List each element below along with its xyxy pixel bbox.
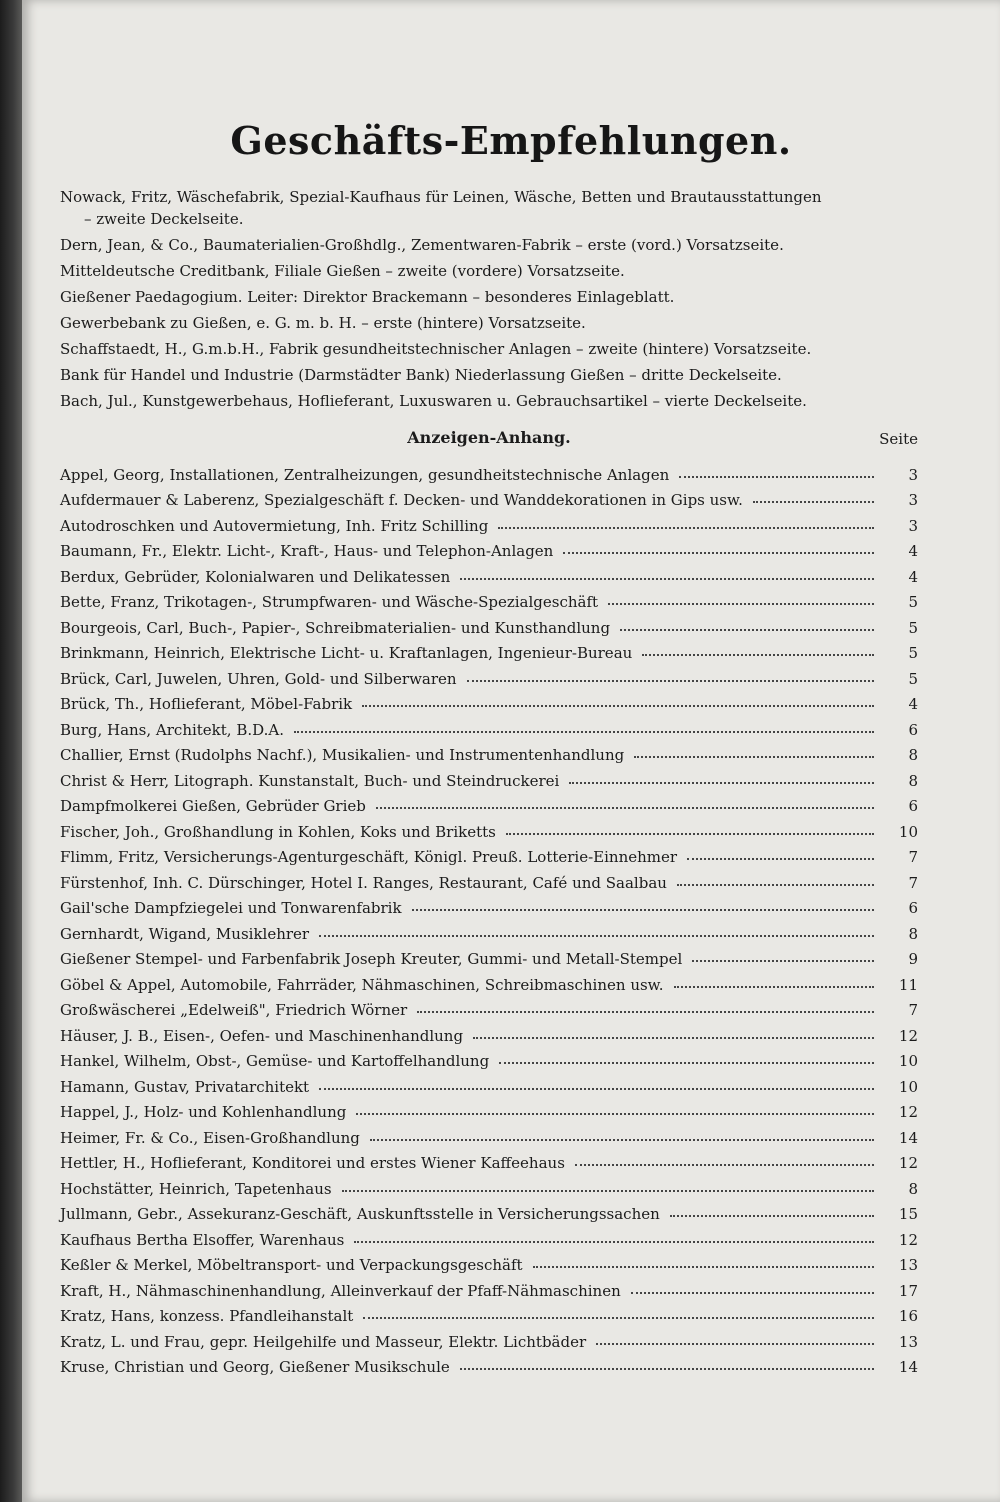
annex-entry <box>60 1223 918 1249</box>
entry-name: Kraft, H., Nähmaschinenhandlung, Alleinverkauf der Pfaff-Nähmaschinen <box>60 1281 621 1300</box>
entry-name: Autodroschken und Autovermietung, Inh. Fritz Schilling <box>60 516 489 535</box>
leader-dots <box>356 1113 874 1115</box>
recommendation-entry <box>60 260 938 282</box>
recommendation-text: Bach, Jul., Kunstgewerbehaus, Hoflieferant, Luxuswaren u. Gebrauchsartikel – vierte Deckelseite. <box>60 392 807 410</box>
page-title: Geschäfts-Empfehlungen. <box>230 118 792 163</box>
entry-name: Kratz, L. und Frau, gepr. Heilgehilfe und Masseur, Elektr. Lichtbäder <box>60 1332 587 1351</box>
entry-name: Christ & Herr, Litograph. Kunstanstalt, Buch- und Steindruckerei <box>60 771 560 790</box>
annex-entry <box>60 484 918 510</box>
entry-page: 11 <box>898 975 918 994</box>
leader-dots <box>634 756 874 758</box>
annex-entry <box>60 892 918 918</box>
annex-heading: Anzeigen-Anhang. <box>407 428 571 447</box>
entry-page: 12 <box>898 1103 918 1121</box>
entry-page: 5 <box>908 644 918 662</box>
recommendation-entry <box>60 186 938 230</box>
leader-dots <box>631 1292 874 1294</box>
entry-page: 3 <box>908 491 918 509</box>
entry-name: Hochstätter, Heinrich, Tapetenhaus <box>60 1179 332 1198</box>
leader-dots <box>354 1241 874 1243</box>
entry-page: 13 <box>898 1256 918 1274</box>
leader-dots <box>506 833 874 835</box>
recommendation-text: Schaffstaedt, H., G.m.b.H., Fabrik gesundheitstechnischer Anlagen – zweite (hintere) Vorsatzseite. <box>60 340 812 358</box>
annex-entry <box>60 1019 918 1045</box>
entry-name: Gießener Stempel- und Farbenfabrik Joseph Kreuter, Gummi- und Metall-Stempel <box>60 950 683 968</box>
leader-dots <box>569 782 874 784</box>
entry-page: 10 <box>898 822 918 841</box>
leader-dots <box>679 476 874 478</box>
leader-dots <box>620 629 874 631</box>
entry-page: 8 <box>908 924 918 943</box>
recommendation-entry <box>60 338 938 360</box>
entry-page: 3 <box>908 516 918 535</box>
entry-name: Challier, Ernst (Rudolphs Nachf.), Musikalien- und Instrumentenhandlung <box>60 746 625 764</box>
leader-dots <box>362 705 874 707</box>
leader-dots <box>596 1343 874 1345</box>
entry-name: Bourgeois, Carl, Buch-, Papier-, Schreibmaterialien- und Kunsthandlung <box>60 618 611 637</box>
entry-page: 12 <box>898 1230 918 1249</box>
recommendation-entry <box>60 364 938 386</box>
leader-dots <box>376 807 874 809</box>
annex-entry <box>60 815 918 841</box>
annex-entry <box>60 713 918 739</box>
entry-name: Gernhardt, Wigand, Musiklehrer <box>60 924 310 943</box>
recommendation-text: Bank für Handel und Industrie (Darmstädter Bank) Niederlassung Gießen – dritte Deckelseite. <box>60 366 782 384</box>
page-column-label: Seite <box>879 430 918 448</box>
annex-entry <box>60 841 918 867</box>
leader-dots <box>608 603 874 605</box>
entry-page: 7 <box>908 873 918 892</box>
annex-entry <box>60 560 918 586</box>
annex-entry <box>60 535 918 561</box>
annex-entry <box>60 917 918 943</box>
entry-page: 7 <box>908 1001 918 1019</box>
annex-entry <box>60 1300 918 1326</box>
annex-entry <box>60 1325 918 1351</box>
annex-entry <box>60 1249 918 1275</box>
entry-page: 8 <box>908 771 918 790</box>
annex-entry <box>60 764 918 790</box>
entry-name: Fischer, Joh., Großhandlung in Kohlen, Koks und Briketts <box>60 822 496 841</box>
leader-dots <box>642 654 874 656</box>
leader-dots <box>460 1368 874 1370</box>
entry-page: 9 <box>908 950 918 968</box>
entry-page: 17 <box>898 1281 918 1300</box>
entry-name: Jullmann, Gebr., Assekuranz-Geschäft, Auskunftsstelle in Versicherungssachen <box>60 1205 660 1223</box>
entry-name: Burg, Hans, Architekt, B.D.A. <box>60 720 284 739</box>
entry-name: Kratz, Hans, konzess. Pfandleihanstalt <box>60 1307 354 1325</box>
recommendation-text: Nowack, Fritz, Wäschefabrik, Spezial-Kaufhaus für Leinen, Wäsche, Betten und Brautausstattungen <box>60 188 822 206</box>
entry-page: 5 <box>908 618 918 637</box>
entry-page: 8 <box>908 746 918 764</box>
entry-name: Appel, Georg, Installationen, Zentralheizungen, gesundheitstechnische Anlagen <box>60 465 670 484</box>
entry-name: Hettler, H., Hoflieferant, Konditorei und erstes Wiener Kaffeehaus <box>60 1154 565 1172</box>
entry-name: Heimer, Fr. & Co., Eisen-Großhandlung <box>60 1128 360 1147</box>
leader-dots <box>363 1317 874 1319</box>
annex-entry <box>60 866 918 892</box>
entry-page: 14 <box>898 1358 918 1376</box>
leader-dots <box>687 858 874 860</box>
entry-name: Bette, Franz, Trikotagen-, Strumpfwaren- und Wäsche-Spezialgeschäft <box>60 593 599 611</box>
book-binding <box>0 0 22 1502</box>
entry-name: Brück, Th., Hoflieferant, Möbel-Fabrik <box>60 695 353 713</box>
recommendation-text: Gewerbebank zu Gießen, e. G. m. b. H. – erste (hintere) Vorsatzseite. <box>60 314 586 332</box>
entry-name: Happel, J., Holz- und Kohlenhandlung <box>60 1103 347 1121</box>
annex-entry <box>60 1045 918 1071</box>
entry-name: Berdux, Gebrüder, Kolonialwaren und Delikatessen <box>60 567 451 586</box>
entry-page: 3 <box>908 465 918 484</box>
leader-dots <box>412 909 874 911</box>
entry-name: Großwäscherei „Edelweiß", Friedrich Wörner <box>60 1001 408 1019</box>
entry-page: 12 <box>898 1154 918 1172</box>
entry-name: Kaufhaus Bertha Elsoffer, Warenhaus <box>60 1230 345 1249</box>
leader-dots <box>370 1139 874 1141</box>
entry-name: Baumann, Fr., Elektr. Licht-, Kraft-, Haus- und Telephon-Anlagen <box>60 542 554 560</box>
entry-page: 4 <box>908 567 918 586</box>
leader-dots <box>753 501 874 503</box>
leader-dots <box>342 1190 874 1192</box>
entry-page: 13 <box>898 1332 918 1351</box>
entry-page: 15 <box>898 1205 918 1223</box>
entry-name: Flimm, Fritz, Versicherungs-Agenturgeschäft, Königl. Preuß. Lotterie-Einnehmer <box>60 848 678 866</box>
annex-entry <box>60 1121 918 1147</box>
leader-dots <box>294 731 874 733</box>
recommendation-text: Dern, Jean, & Co., Baumaterialien-Großhdlg., Zementwaren-Fabrik – erste (vord.) Vorsatzseite. <box>60 236 784 254</box>
entry-page: 6 <box>908 720 918 739</box>
annex-entry <box>60 586 918 612</box>
annex-entry <box>60 1351 918 1377</box>
annex-entry <box>60 611 918 637</box>
entry-page: 12 <box>898 1026 918 1045</box>
leader-dots <box>417 1011 874 1013</box>
annex-entry <box>60 739 918 765</box>
annex-list <box>60 458 918 1376</box>
recommendation-entry <box>60 312 938 334</box>
entry-name: Gail'sche Dampfziegelei und Tonwarenfabrik <box>60 899 402 917</box>
entry-name: Aufdermauer & Laberenz, Spezialgeschäft f. Decken- und Wanddekorationen in Gips usw. <box>60 491 743 509</box>
leader-dots <box>677 884 874 886</box>
leader-dots <box>692 960 874 962</box>
entry-page: 7 <box>908 848 918 866</box>
annex-entry <box>60 688 918 714</box>
leader-dots <box>563 552 874 554</box>
annex-entry <box>60 994 918 1020</box>
entry-name: Hamann, Gustav, Privatarchitekt <box>60 1077 310 1096</box>
annex-heading-row <box>60 428 918 452</box>
recommendation-entry <box>60 286 938 308</box>
entry-name: Brück, Carl, Juwelen, Uhren, Gold- und Silberwaren <box>60 669 457 688</box>
annex-entry <box>60 509 918 535</box>
entry-name: Dampfmolkerei Gießen, Gebrüder Grieb <box>60 797 366 815</box>
entry-name: Kruse, Christian und Georg, Gießener Musikschule <box>60 1358 450 1376</box>
recommendation-text: Mitteldeutsche Creditbank, Filiale Gießen – zweite (vordere) Vorsatzseite. <box>60 262 625 280</box>
leader-dots <box>319 1088 874 1090</box>
leader-dots <box>319 935 874 937</box>
annex-entry <box>60 1274 918 1300</box>
annex-entry <box>60 637 918 663</box>
entry-page: 14 <box>898 1128 918 1147</box>
entry-name: Brinkmann, Heinrich, Elektrische Licht- u. Kraftanlagen, Ingenieur-Bureau <box>60 644 633 662</box>
leader-dots <box>499 1062 874 1064</box>
recommendation-continuation: – zweite Deckelseite. <box>84 210 244 228</box>
leader-dots <box>467 680 874 682</box>
annex-entry <box>60 1096 918 1122</box>
leader-dots <box>575 1164 874 1166</box>
entry-name: Fürstenhof, Inh. C. Dürschinger, Hotel I. Ranges, Restaurant, Café und Saalbau <box>60 873 667 892</box>
entry-page: 8 <box>908 1179 918 1198</box>
leader-dots <box>674 986 874 988</box>
recommendation-text: Gießener Paedagogium. Leiter: Direktor Brackemann – besonderes Einlageblatt. <box>60 288 675 306</box>
entry-page: 4 <box>908 695 918 713</box>
annex-entry <box>60 968 918 994</box>
annex-entry <box>60 943 918 969</box>
entry-page: 4 <box>908 542 918 560</box>
recommendation-entry <box>60 234 938 256</box>
leader-dots <box>460 578 874 580</box>
annex-entry <box>60 790 918 816</box>
entry-name: Keßler & Merkel, Möbeltransport- und Verpackungsgeschäft <box>60 1256 523 1274</box>
leader-dots <box>473 1037 874 1039</box>
annex-entry <box>60 1147 918 1173</box>
annex-entry <box>60 1070 918 1096</box>
annex-entry <box>60 662 918 688</box>
leader-dots <box>498 527 874 529</box>
entry-name: Häuser, J. B., Eisen-, Oefen- und Maschinenhandlung <box>60 1026 464 1045</box>
entry-page: 16 <box>898 1307 918 1325</box>
recommendations-list <box>60 186 938 416</box>
entry-name: Hankel, Wilhelm, Obst-, Gemüse- und Kartoffelhandlung <box>60 1052 490 1070</box>
entry-page: 5 <box>908 593 918 611</box>
annex-entry <box>60 1172 918 1198</box>
entry-page: 10 <box>898 1077 918 1096</box>
book-page <box>22 0 1000 1502</box>
annex-entry <box>60 1198 918 1224</box>
annex-entry <box>60 458 918 484</box>
entry-name: Göbel & Appel, Automobile, Fahrräder, Nähmaschinen, Schreibmaschinen usw. <box>60 975 664 994</box>
leader-dots <box>670 1215 874 1217</box>
entry-page: 6 <box>908 797 918 815</box>
entry-page: 6 <box>908 899 918 917</box>
leader-dots <box>533 1266 874 1268</box>
recommendation-entry <box>60 390 938 412</box>
entry-page: 10 <box>898 1052 918 1070</box>
entry-page: 5 <box>908 669 918 688</box>
